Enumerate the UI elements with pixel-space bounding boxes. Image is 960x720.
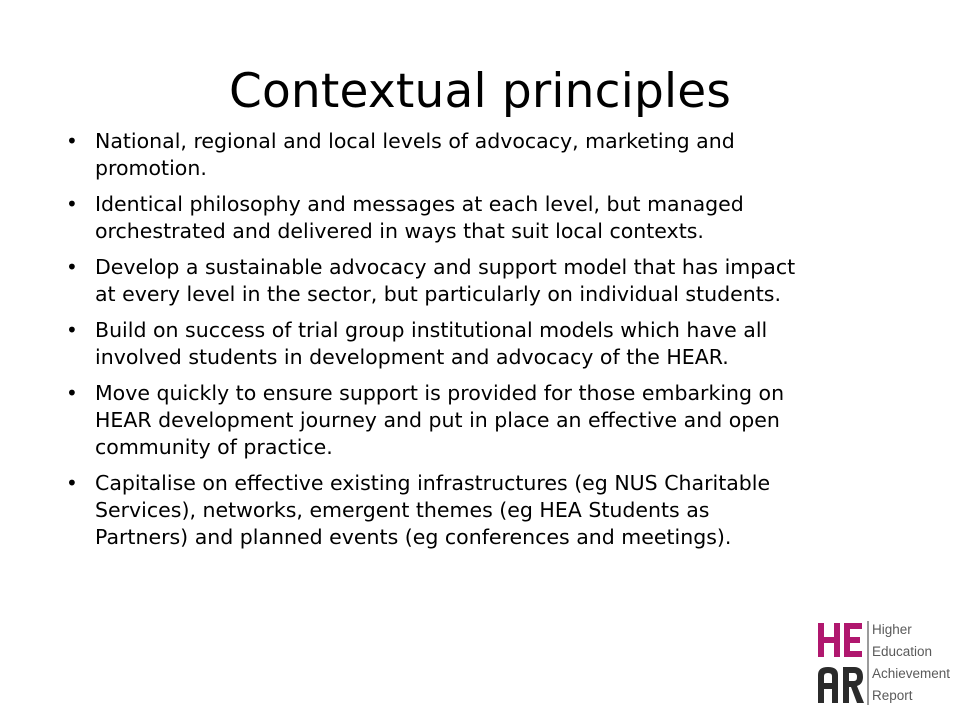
bullet-marker: •: [66, 471, 78, 495]
logo-text-line: Report: [872, 688, 913, 703]
logo-text: [872, 619, 951, 707]
bullet-line: Partners) and planned events (eg conferences and meetings).: [95, 525, 732, 549]
bullet-marker: •: [66, 318, 78, 342]
bullet-marker: •: [66, 129, 78, 153]
bullet-line: Build on success of trial group institutional models which have all: [95, 318, 768, 342]
slide-title: Contextual principles: [228, 64, 732, 119]
logo-ar-letters: [818, 667, 864, 703]
bullet-line: orchestrated and delivered in ways that suit local contexts.: [95, 219, 704, 243]
logo-text-line: Achievement: [872, 666, 951, 681]
bullet-line: at every level in the sector, but particularly on individual students.: [95, 282, 781, 306]
bullet-line: Identical philosophy and messages at each level, but managed: [95, 192, 744, 216]
bullet-item: [66, 191, 906, 245]
bullet-marker: •: [66, 192, 78, 216]
bullet-marker: •: [66, 255, 78, 279]
bullet-list: [66, 128, 906, 560]
bullet-marker: •: [66, 381, 78, 405]
bullet-line: involved students in development and advocacy of the HEAR.: [95, 345, 729, 369]
bullet-line: HEAR development journey and put in place an effective and open: [95, 408, 780, 432]
bullet-item: [66, 317, 906, 371]
logo-he-letters: [818, 623, 862, 657]
bullet-line: community of practice.: [95, 435, 333, 459]
bullet-line: Capitalise on effective existing infrastructures (eg NUS Charitable: [95, 471, 771, 495]
bullet-line: promotion.: [95, 156, 207, 180]
bullet-item: [66, 470, 906, 551]
hear-logo-mark: [816, 619, 866, 707]
logo-divider: [867, 621, 869, 705]
bullet-line: Services), networks, emergent themes (eg HEA Students as: [95, 498, 710, 522]
bullet-item: [66, 254, 906, 308]
hear-logo: [816, 619, 951, 707]
bullet-line: National, regional and local levels of advocacy, marketing and: [95, 129, 735, 153]
bullet-line: Move quickly to ensure support is provided for those embarking on: [95, 381, 785, 405]
logo-text-line: Education: [872, 644, 933, 659]
bullet-item: [66, 380, 906, 461]
logo-text-line: Higher: [872, 622, 912, 637]
bullet-line: Develop a sustainable advocacy and support model that has impact: [95, 255, 796, 279]
bullet-item: [66, 128, 906, 182]
